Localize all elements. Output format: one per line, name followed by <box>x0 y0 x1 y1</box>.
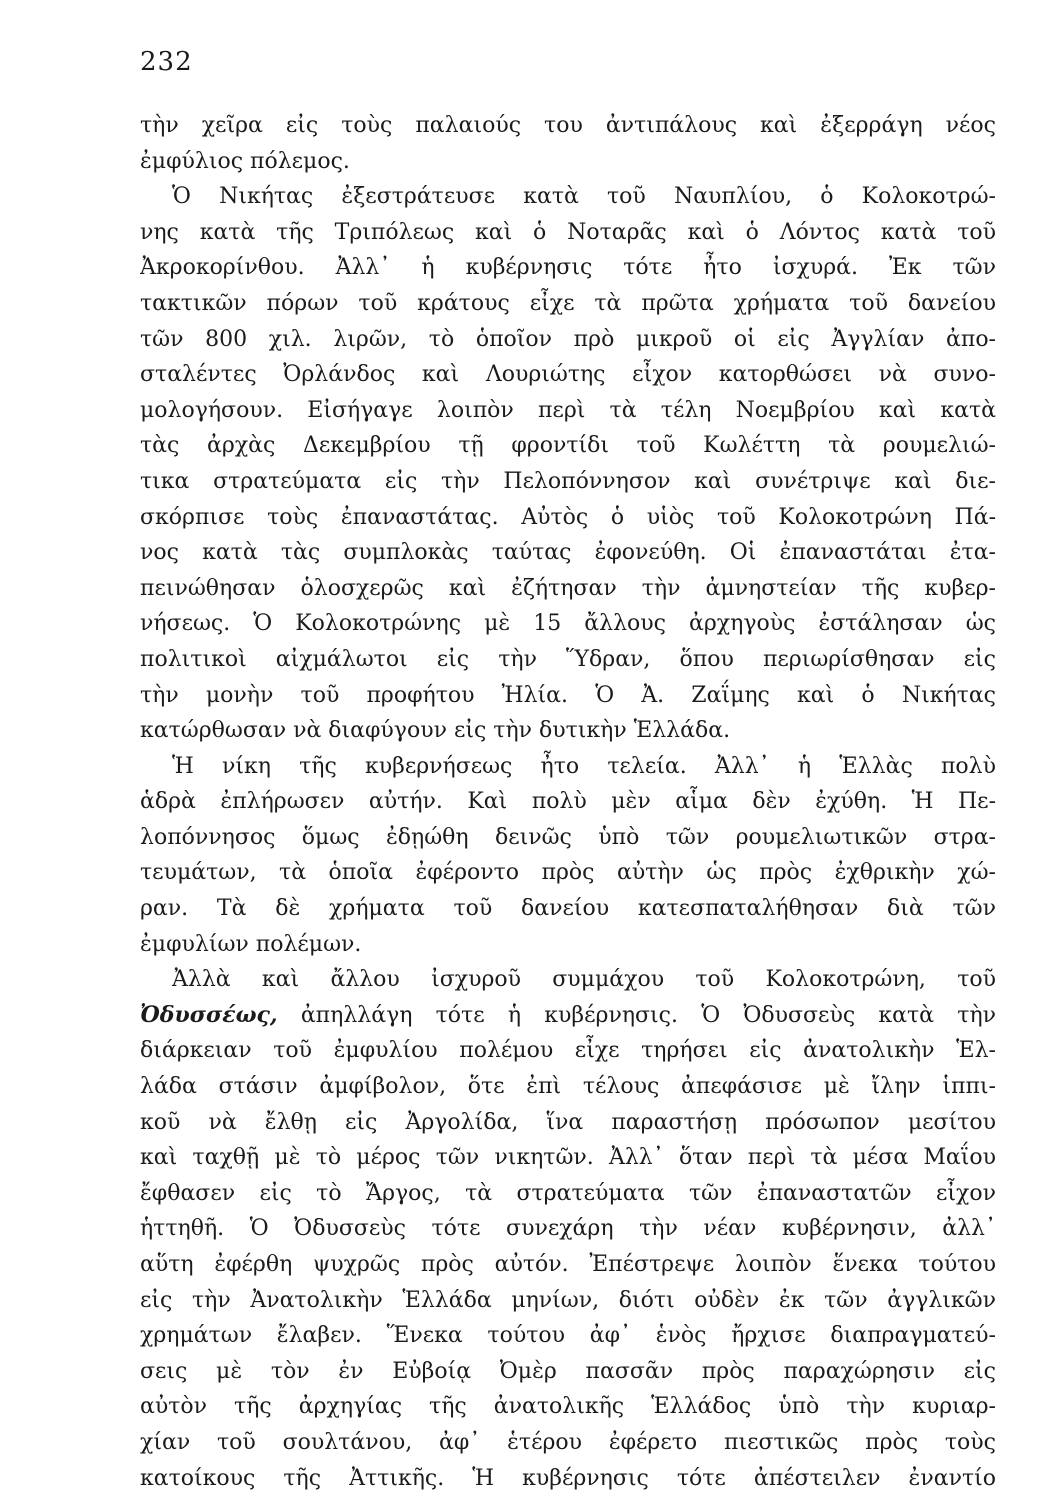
text-line: τὰς ἀρχὰς Δεκεμβρίου τῇ φροντίδι τοῦ Κωλέττη τὰ ρουμελιώ- <box>140 433 996 459</box>
text-line: λοπόννησος ὅμως ἐδῃώθη δεινῶς ὑπὸ τῶν ρουμελιωτικῶν στρα- <box>140 824 996 850</box>
text-line: τὴν μονὴν τοῦ προφήτου Ἠλία. Ὁ Ἀ. Ζαΐμης καὶ ὁ Νικήτας <box>140 682 996 708</box>
text-line: ἐμφύλιος πόλεμος. <box>140 148 350 174</box>
text-line: ἐμφυλίων πολέμων. <box>140 931 362 957</box>
paragraph-start: Ἡ νίκη τῆς κυβερνήσεως ἦτο τελεία. Ἀλλ᾽ ἡ Ἑλλὰς πολὺ <box>172 753 996 779</box>
text-line: Ἀκροκορίνθου. Ἀλλ᾽ ἡ κυβέρνησις τότε ἦτο ἰσχυρά. Ἐκ τῶν <box>140 255 996 281</box>
text-line: ἁδρὰ ἐπλήρωσεν αὐτήν. Καὶ πολὺ μὲν αἷμα δὲν ἐχύθη. Ἡ Πε- <box>140 789 996 815</box>
text-line: νης κατὰ τῆς Τριπόλεως καὶ ὁ Νοταρᾶς καὶ ὁ Λόντος κατὰ τοῦ <box>140 219 996 245</box>
text-line: νήσεως. Ὁ Κολοκοτρώνης μὲ 15 ἄλλους ἀρχηγοὺς ἐστάλησαν ὡς <box>140 611 996 637</box>
paragraph-start: Ὁ Νικήτας ἐξεστράτευσε κατὰ τοῦ Ναυπλίου, ὁ Κολοκοτρώ- <box>172 184 996 210</box>
text-line: διάρκειαν τοῦ ἐμφυλίου πολέμου εἶχε τηρήσει εἰς ἀνατολικὴν Ἑλ- <box>140 1038 996 1064</box>
text-line: πεινώθησαν ὁλοσχερῶς καὶ ἐζήτησαν τὴν ἀμνηστείαν τῆς κυβερ- <box>140 575 996 601</box>
text-line: εἰς τὴν Ἀνατολικὴν Ἑλλάδα μηνίων, διότι οὐδὲν ἐκ τῶν ἀγγλικῶν <box>140 1287 996 1313</box>
text-line-rest: ἀπηλλάγη τότε ἡ κυβέρνησις. Ὁ Ὀδυσσεὺς κατὰ τὴν <box>300 1002 996 1028</box>
text-line: τακτικῶν πόρων τοῦ κράτους εἶχε τὰ πρῶτα χρήματα τοῦ δανείου <box>140 290 996 316</box>
text-line: χίαν τοῦ σουλτάνου, ἀφ᾽ ἑτέρου ἐφέρετο πιεστικῶς πρὸς τοὺς <box>140 1429 996 1455</box>
text-line: τικα στρατεύματα εἰς τὴν Πελοπόννησον καὶ συνέτριψε καὶ διε- <box>140 468 996 494</box>
text-line: κατώρθωσαν νὰ διαφύγουν εἰς τὴν δυτικὴν Ἑλλάδα. <box>140 718 731 744</box>
text-line: αὐτὸν τῆς ἀρχηγίας τῆς ἀνατολικῆς Ἑλλάδος ὑπὸ τὴν κυριαρ- <box>140 1394 996 1420</box>
text-line: ἡττηθῆ. Ὁ Ὀδυσσεὺς τότε συνεχάρη τὴν νέαν κυβέρνησιν, ἀλλ᾽ <box>140 1216 996 1242</box>
text-line: καὶ ταχθῇ μὲ τὸ μέρος τῶν νικητῶν. Ἀλλ᾽ ὅταν περὶ τὰ μέσα Μαΐου <box>140 1145 996 1171</box>
text-line: λάδα στάσιν ἀμφίβολον, ὅτε ἐπὶ τέλους ἀπεφάσισε μὲ ἴλην ἱππι- <box>140 1074 996 1100</box>
text-line: σκόρπισε τοὺς ἐπαναστάτας. Αὐτὸς ὁ υἱὸς τοῦ Κολοκοτρώνη Πά- <box>140 504 996 530</box>
emphasized-name: Ὀδυσσέως, <box>140 1001 278 1028</box>
text-line: χρημάτων ἔλαβεν. Ἕνεκα τούτου ἀφ᾽ ἑνὸς ἤρχισε διαπραγματεύ- <box>140 1323 996 1349</box>
text-line: σεις μὲ τὸν ἐν Εὐβοίᾳ Ὀμὲρ πασσᾶν πρὸς παραχώρησιν εἰς <box>140 1358 996 1384</box>
text-line: τὴν χεῖρα εἰς τοὺς παλαιούς του ἀντιπάλους καὶ ἐξερράγη νέος <box>140 113 996 138</box>
text-line: κατοίκους τῆς Ἀττικῆς. Ἡ κυβέρνησις τότε ἀπέστειλεν ἐναντίο <box>140 1465 996 1491</box>
text-line: τευμάτων, τὰ ὁποῖα ἐφέροντο πρὸς αὐτὴν ὡς πρὸς ἐχθρικὴν χώ- <box>140 860 996 886</box>
text-line: αὕτη ἐφέρθη ψυχρῶς πρὸς αὐτόν. Ἐπέστρεψε λοιπὸν ἕνεκα τούτου <box>140 1252 996 1277</box>
text-line: σταλέντες Ὀρλάνδος καὶ Λουριώτης εἶχον κατορθώσει νὰ συνο- <box>140 362 996 388</box>
body-text <box>140 108 996 1496</box>
text-line: τῶν 800 χιλ. λιρῶν, τὸ ὁποῖον πρὸ μικροῦ οἱ εἰς Ἀγγλίαν ἀπο- <box>140 326 996 352</box>
text-line: πολιτικοὶ αἰχμάλωτοι εἰς τὴν Ὕδραν, ὅπου περιωρίσθησαν εἰς <box>140 646 996 672</box>
text-line: κοῦ νὰ ἔλθῃ εἰς Ἀργολίδα, ἵνα παραστήσῃ πρόσωπον μεσίτου <box>140 1109 996 1135</box>
page-number: 232 <box>140 47 193 77</box>
text-line: ραν. Τὰ δὲ χρήματα τοῦ δανείου κατεσπαταλήθησαν διὰ τῶν <box>140 896 996 922</box>
text-line: νος κατὰ τὰς συμπλοκὰς ταύτας ἐφονεύθη. Οἱ ἐπαναστάται ἐτα- <box>140 540 996 566</box>
text-line: ἔφθασεν εἰς τὸ Ἄργος, τὰ στρατεύματα τῶν ἐπαναστατῶν εἶχον <box>140 1180 996 1206</box>
paragraph-start: Ἀλλὰ καὶ ἄλλου ἰσχυροῦ συμμάχου τοῦ Κολοκοτρώνη, τοῦ <box>172 967 996 993</box>
text-line-with-emphasis <box>140 998 996 1034</box>
text-line: μολογήσουν. Εἰσήγαγε λοιπὸν περὶ τὰ τέλη Νοεμβρίου καὶ κατὰ <box>140 397 996 423</box>
